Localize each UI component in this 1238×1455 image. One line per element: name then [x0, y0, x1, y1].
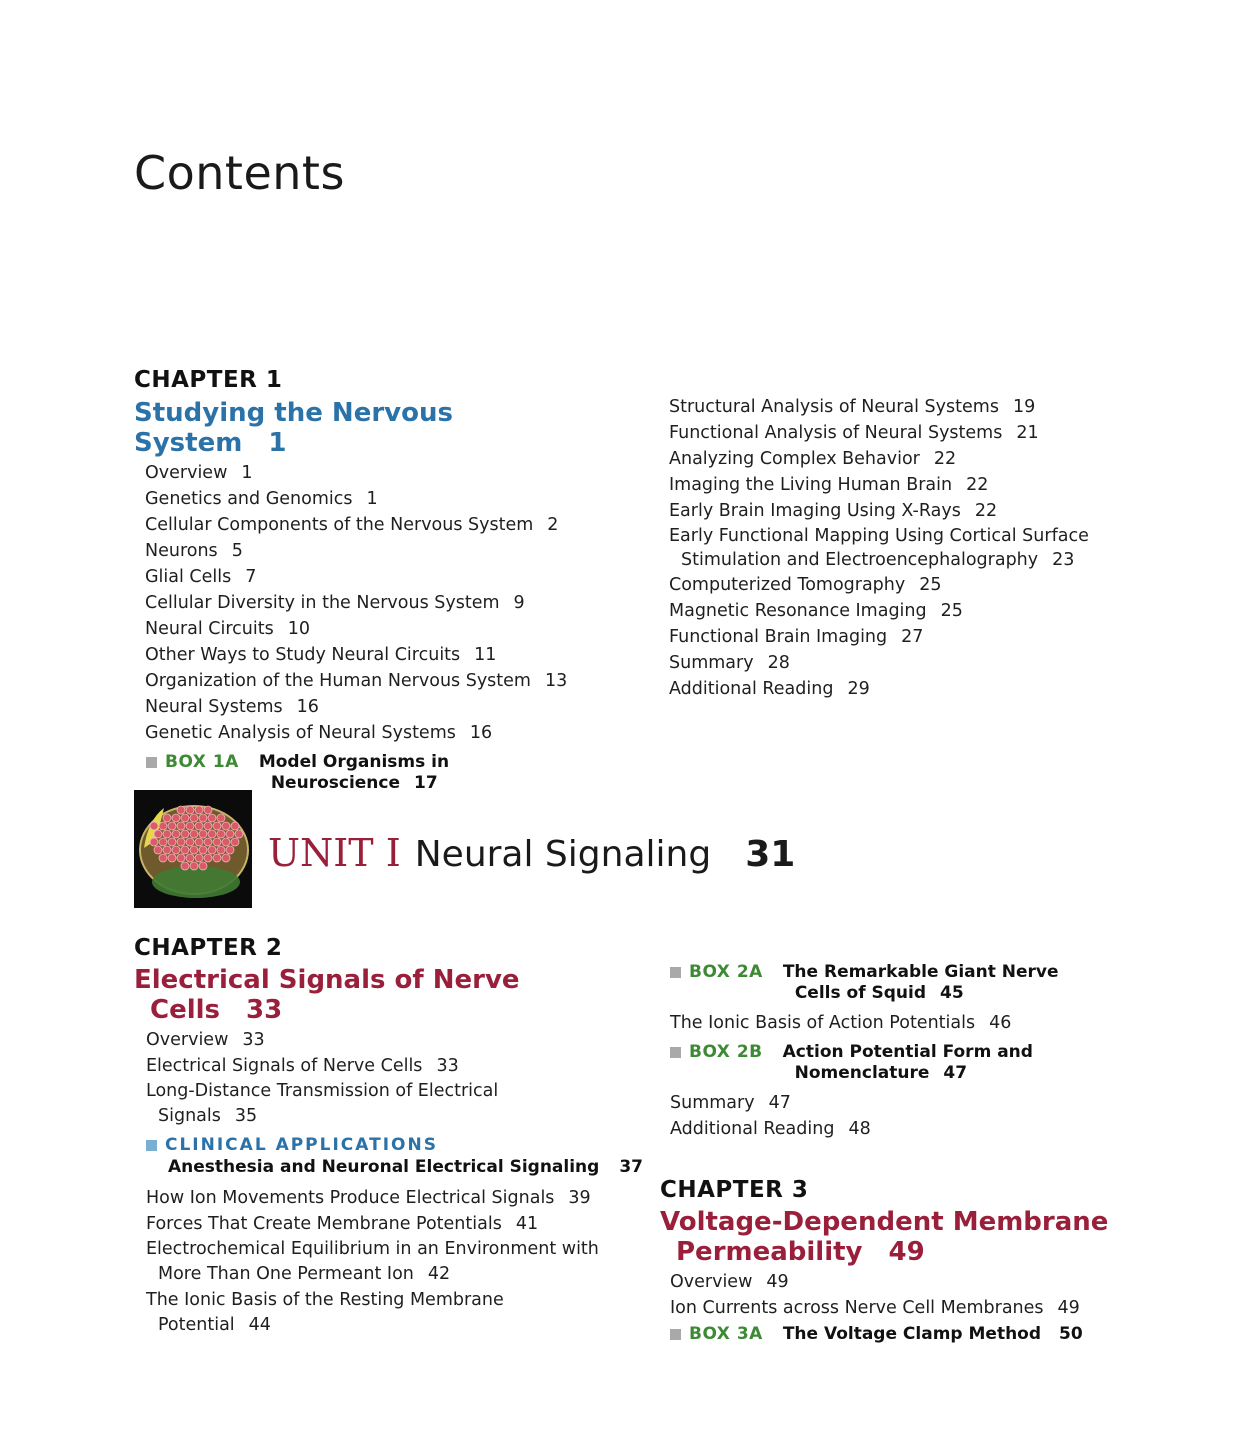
- toc-entry-text: Cellular Components of the Nervous System: [145, 515, 534, 535]
- toc-entry-text-cont: Stimulation and Electroencephalography: [681, 550, 1039, 570]
- vesicle-dot: [208, 846, 216, 854]
- toc-entry-text: Long-Distance Transmission of Electrical: [146, 1081, 499, 1101]
- toc-entry[interactable]: [669, 676, 1129, 702]
- toc-entry-text: Glial Cells: [145, 567, 232, 587]
- clinical-applications-heading: CLINICAL APPLICATIONS: [165, 1135, 438, 1155]
- vesicle-dot: [235, 830, 243, 838]
- box-square-icon: [146, 1140, 157, 1151]
- toc-entry-text: Genetic Analysis of Neural Systems: [145, 723, 456, 743]
- toc-entry[interactable]: [669, 394, 1129, 420]
- toc-entry-page: 23: [1052, 550, 1075, 570]
- toc-entry-text: Genetics and Genomics: [145, 489, 353, 509]
- vesicle-dot: [195, 806, 203, 814]
- toc-entry[interactable]: [669, 420, 1129, 446]
- vesicle-dot: [222, 854, 230, 862]
- toc-entry-page: 41: [515, 1214, 539, 1234]
- unit-number: UNIT I: [268, 831, 401, 875]
- chapter-1-section-list: [145, 460, 604, 746]
- vesicle-dot: [204, 806, 212, 814]
- vesicle-dot: [190, 846, 198, 854]
- toc-entry-page: 10: [287, 619, 311, 639]
- chapter-3-section-list: [670, 1269, 1140, 1321]
- toc-entry-text: Functional Brain Imaging: [669, 627, 888, 647]
- toc-entry[interactable]: [145, 538, 604, 564]
- vesicle-dot: [159, 838, 167, 846]
- vesicle-dot: [186, 822, 194, 830]
- box-title-line2: Neuroscience: [270, 773, 401, 793]
- vesicle-dot: [199, 846, 207, 854]
- toc-entry-page: 9: [513, 593, 525, 613]
- toc-entry[interactable]: [669, 498, 1129, 524]
- toc-entry-page: 49: [1057, 1298, 1080, 1318]
- toc-entry-text: Ion Currents across Nerve Cell Membranes: [670, 1298, 1044, 1318]
- box-1a[interactable]: [146, 752, 604, 794]
- vesicle-dot: [226, 830, 234, 838]
- toc-entry-text: Additional Reading: [669, 679, 834, 699]
- chapter-1-page: 1: [268, 428, 287, 458]
- toc-entry-page: 2: [547, 515, 559, 535]
- vesicle-dot: [163, 830, 171, 838]
- toc-entry-text: The Ionic Basis of the Resting Membrane: [146, 1290, 504, 1310]
- toc-entry-page: 44: [248, 1315, 271, 1335]
- toc-entry-text: Other Ways to Study Neural Circuits: [145, 645, 461, 665]
- toc-entry-text: Magnetic Resonance Imaging: [669, 601, 927, 621]
- vesicle-dot: [190, 830, 198, 838]
- toc-entry-page: 5: [231, 541, 243, 561]
- toc-entry[interactable]: [669, 524, 1129, 572]
- vesicle-dot: [199, 814, 207, 822]
- toc-entry[interactable]: [145, 512, 604, 538]
- vesicle-dot: [226, 846, 234, 854]
- box-square-icon: [670, 1047, 681, 1058]
- box-title-line2: Nomenclature: [794, 1063, 930, 1083]
- vesicle-dot: [181, 814, 189, 822]
- toc-entry-text-cont: More Than One Permeant Ion: [158, 1264, 414, 1284]
- vesicle-dot: [150, 822, 158, 830]
- chapter-1-label: CHAPTER 1: [134, 367, 283, 393]
- toc-entry-page: 19: [1012, 397, 1036, 417]
- chapter-2-title[interactable]: [134, 965, 624, 1025]
- toc-entry-page: 48: [848, 1119, 871, 1139]
- toc-entry-text: Overview: [670, 1272, 753, 1292]
- chapter-2-right: [660, 962, 1140, 1351]
- toc-entry[interactable]: [670, 1116, 1140, 1142]
- vesicle-dot: [199, 862, 207, 870]
- toc-entry-page: 49: [766, 1272, 789, 1292]
- vesicle-dot: [213, 822, 221, 830]
- vesicle-dot: [159, 854, 167, 862]
- vesicle-dot: [154, 830, 162, 838]
- vesicle-dot: [150, 838, 158, 846]
- toc-entry-text: Forces That Create Membrane Potentials: [146, 1214, 502, 1234]
- toc-entry[interactable]: [145, 720, 604, 746]
- box-2a[interactable]: [670, 962, 1140, 1004]
- toc-entry-text: The Ionic Basis of Action Potentials: [670, 1013, 976, 1033]
- vesicle-dot: [186, 806, 194, 814]
- toc-entry-text: Cellular Diversity in the Nervous System: [145, 593, 500, 613]
- box-title-line2: Cells of Squid: [794, 983, 927, 1003]
- vesicle-dot: [213, 854, 221, 862]
- vesicle-dot: [195, 838, 203, 846]
- toc-entry-text: Additional Reading: [670, 1119, 835, 1139]
- toc-entry-text: Neurons: [145, 541, 218, 561]
- toc-entry[interactable]: [146, 1027, 624, 1053]
- toc-entry-page: 39: [568, 1188, 591, 1208]
- box-label: BOX 3A: [689, 1324, 763, 1344]
- toc-entry-page: 16: [296, 697, 319, 717]
- chapter-2-left: [134, 934, 643, 1338]
- toc-entry[interactable]: [145, 460, 604, 486]
- toc-entry-page: 33: [436, 1056, 459, 1076]
- toc-entry-page: 16: [469, 723, 493, 743]
- unit-heading[interactable]: [268, 828, 795, 886]
- vesicle-dot: [208, 814, 216, 822]
- clinical-applications-title: Anesthesia and Neuronal Electrical Signaling: [168, 1157, 600, 1177]
- vesicle-dot: [181, 862, 189, 870]
- vesicle-dot: [195, 822, 203, 830]
- box-2b[interactable]: [670, 1042, 1140, 1084]
- chapter-2-section-list-end: [670, 1090, 1140, 1142]
- box-label: BOX 1A: [165, 752, 239, 772]
- toc-entry-text: Imaging the Living Human Brain: [669, 475, 953, 495]
- vesicle-dot: [168, 822, 176, 830]
- toc-entry-page: 22: [933, 449, 957, 469]
- vesicle-dot: [186, 838, 194, 846]
- vesicle-dot: [208, 830, 216, 838]
- vesicle-dot: [181, 846, 189, 854]
- box-page: 17: [414, 773, 438, 793]
- toc-entry[interactable]: [145, 564, 604, 590]
- toc-entry-page: 22: [966, 475, 989, 495]
- page-title: Contents: [134, 146, 345, 200]
- toc-entry[interactable]: [145, 694, 604, 720]
- box-label: BOX 2A: [689, 962, 763, 982]
- toc-entry[interactable]: [146, 1053, 624, 1079]
- toc-entry[interactable]: [669, 446, 1129, 472]
- chapter-1-multiline-item: [669, 524, 1129, 572]
- vesicle-dot: [177, 806, 185, 814]
- toc-entry-text: Summary: [670, 1093, 755, 1113]
- vesicle-dot: [172, 814, 180, 822]
- toc-entry-page: 21: [1016, 423, 1039, 443]
- vesicle-dot: [231, 838, 239, 846]
- toc-entry-text: Functional Analysis of Neural Systems: [669, 423, 1003, 443]
- toc-entry-page: 42: [427, 1264, 451, 1284]
- vesicle-dot: [186, 854, 194, 862]
- toc-entry-page: 22: [974, 501, 998, 521]
- toc-entry[interactable]: [669, 650, 1129, 676]
- box-square-icon: [146, 757, 157, 768]
- vesicle-dot: [204, 838, 212, 846]
- box-title-line1: The Voltage Clamp Method: [782, 1324, 1042, 1344]
- vesicle-dot: [172, 830, 180, 838]
- box-page: 45: [940, 983, 964, 1003]
- toc-entry[interactable]: [145, 616, 604, 642]
- unit-title: Neural Signaling: [414, 834, 712, 875]
- clinical-applications-page: 37: [619, 1157, 643, 1177]
- vesicle-dot: [231, 822, 239, 830]
- chapter-3-page: 49: [888, 1237, 925, 1267]
- toc-entry-page: 35: [234, 1106, 258, 1126]
- toc-entry[interactable]: [669, 472, 1129, 498]
- toc-entry-text: Neural Systems: [145, 697, 283, 717]
- toc-entry[interactable]: [145, 590, 604, 616]
- toc-entry-page: 13: [544, 671, 568, 691]
- chapter-3: [660, 1176, 1140, 1345]
- toc-entry[interactable]: [670, 1090, 1140, 1116]
- toc-entry-text: Analyzing Complex Behavior: [669, 449, 920, 469]
- chapter-2-label: CHAPTER 2: [134, 935, 283, 961]
- box-square-icon: [670, 967, 681, 978]
- toc-entry[interactable]: [146, 1185, 624, 1211]
- vesicle-dot: [217, 846, 225, 854]
- toc-entry[interactable]: [145, 668, 604, 694]
- chapter-1-right: [669, 394, 1129, 702]
- toc-entry[interactable]: [669, 598, 1129, 624]
- toc-entry-text: Early Functional Mapping Using Cortical Surface: [669, 526, 1089, 546]
- vesicle-dot: [204, 854, 212, 862]
- chapter-1-title-text: Studying the Nervous System: [134, 398, 453, 458]
- vesicle-dot: [222, 838, 230, 846]
- toc-entry-text: Electrical Signals of Nerve Cells: [146, 1056, 423, 1076]
- toc-entry-page: 47: [768, 1093, 791, 1113]
- toc-entry[interactable]: [669, 572, 1129, 598]
- toc-entry[interactable]: [670, 1295, 1140, 1321]
- vesicle-dot: [199, 830, 207, 838]
- box-page: 47: [943, 1063, 968, 1083]
- toc-entry[interactable]: [146, 1079, 624, 1129]
- vesicle-dot: [177, 822, 185, 830]
- chapter-3-title-line2: Permeability: [676, 1237, 863, 1267]
- chapter-2-page: 33: [246, 995, 283, 1025]
- toc-entry[interactable]: [146, 1237, 624, 1287]
- vesicle-dot: [217, 814, 225, 822]
- toc-entry-page: 7: [245, 567, 257, 587]
- vesicle-dot: [172, 846, 180, 854]
- box-title-line1: Model Organisms in: [258, 752, 450, 772]
- vesicle-dot: [181, 830, 189, 838]
- toc-entry-text: Electrochemical Equilibrium in an Environment with: [146, 1239, 599, 1259]
- toc-entry-text: Summary: [669, 653, 754, 673]
- box-3a[interactable]: [670, 1324, 1140, 1345]
- vesicle-dot: [217, 830, 225, 838]
- toc-entry-text: Organization of the Human Nervous System: [145, 671, 531, 691]
- toc-entry-page: 28: [767, 653, 790, 673]
- vesicle-dot: [163, 814, 171, 822]
- toc-entry-text: Structural Analysis of Neural Systems: [669, 397, 999, 417]
- vesicle-dot: [222, 822, 230, 830]
- toc-entry[interactable]: [145, 486, 604, 512]
- clinical-applications-box[interactable]: [146, 1135, 643, 1179]
- chapter-2-section-list-b: [146, 1185, 624, 1237]
- toc-entry-page: 25: [919, 575, 942, 595]
- chapter-2-section-list-a: [146, 1027, 624, 1079]
- toc-entry-text: Computerized Tomography: [669, 575, 906, 595]
- toc-entry-page: 29: [847, 679, 870, 699]
- vesicle-dot: [159, 822, 167, 830]
- vesicle-dot: [195, 854, 203, 862]
- toc-entry-text: Early Brain Imaging Using X-Rays: [669, 501, 961, 521]
- chapter-1-section-list-right-2: [669, 572, 1129, 702]
- vesicle-dot: [154, 846, 162, 854]
- toc-entry-page: 46: [989, 1013, 1012, 1033]
- vesicle-dot: [204, 822, 212, 830]
- toc-entry-page: 33: [242, 1030, 265, 1050]
- chapter-2-title-line2: Cells: [150, 995, 221, 1025]
- chapter-1-title[interactable]: [134, 398, 604, 458]
- vesicle-dot: [163, 846, 171, 854]
- chapter-1-left: [134, 366, 604, 800]
- box-page: 50: [1059, 1324, 1083, 1344]
- box-label: BOX 2B: [689, 1042, 763, 1062]
- toc-entry-page: 11: [474, 645, 497, 665]
- vesicle-dot: [168, 854, 176, 862]
- toc-entry-text: How Ion Movements Produce Electrical Signals: [146, 1188, 555, 1208]
- toc-entry-text: Overview: [145, 463, 228, 483]
- unit-illustration: [134, 790, 252, 908]
- toc-entry[interactable]: [145, 642, 604, 668]
- toc-entry[interactable]: [669, 624, 1129, 650]
- vesicle-dot: [190, 814, 198, 822]
- toc-entry-text: Neural Circuits: [145, 619, 274, 639]
- vesicle-dot: [213, 838, 221, 846]
- vesicle-dot: [177, 838, 185, 846]
- box-title-line1: Action Potential Form and: [782, 1042, 1033, 1062]
- toc-entry[interactable]: [146, 1288, 624, 1338]
- toc-entry-text-cont: Signals: [158, 1106, 221, 1126]
- chapter-1-section-list-right: [669, 394, 1129, 524]
- toc-entry-page: 1: [366, 489, 378, 509]
- chapter-3-title-line1: Voltage-Dependent Membrane: [660, 1207, 1109, 1237]
- chapter-2-title-line1: Electrical Signals of Nerve: [134, 965, 520, 995]
- vesicle-dot: [168, 838, 176, 846]
- chapter-3-title[interactable]: [660, 1207, 1140, 1267]
- chapter-3-label: CHAPTER 3: [660, 1177, 809, 1203]
- toc-entry-page: 25: [940, 601, 963, 621]
- box-square-icon: [670, 1329, 681, 1340]
- toc-entry[interactable]: [670, 1010, 1140, 1036]
- toc-entry[interactable]: [670, 1269, 1140, 1295]
- unit-page: 31: [745, 834, 796, 875]
- box-title-line1: The Remarkable Giant Nerve: [782, 962, 1059, 982]
- toc-entry-text: Overview: [146, 1030, 229, 1050]
- toc-entry-text-cont: Potential: [158, 1315, 235, 1335]
- vesicle-dot: [177, 854, 185, 862]
- toc-entry-page: 1: [241, 463, 253, 483]
- toc-entry[interactable]: [146, 1211, 624, 1237]
- toc-entry-page: 27: [901, 627, 924, 647]
- vesicle-dot: [190, 862, 198, 870]
